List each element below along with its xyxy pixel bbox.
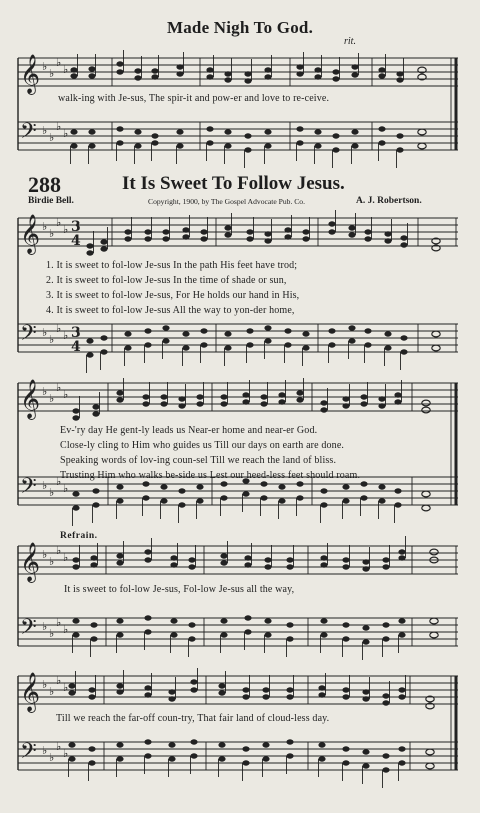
svg-text:♭: ♭	[49, 627, 55, 640]
svg-text:♭: ♭	[63, 223, 69, 236]
svg-text:♭: ♭	[49, 131, 55, 144]
bass-clef-icon: 𝄢	[20, 119, 37, 149]
svg-text:♭: ♭	[63, 63, 69, 76]
svg-text:♭: ♭	[63, 623, 69, 636]
svg-text:♭: ♭	[56, 56, 62, 69]
bass-clef-icon: 𝄢	[20, 321, 37, 351]
previous-hymn-lyric: walk-ing with Je-sus, The spir-it and pow-er and love to re-ceive.	[58, 93, 330, 104]
svg-text:♭: ♭	[42, 124, 48, 137]
svg-text:♭: ♭	[56, 120, 62, 133]
ritardando-marking: rit.	[344, 36, 356, 47]
verse-1-line-2: Ev-'ry day He gent-ly leads us Near-er home and near-er God.	[60, 425, 318, 436]
svg-text:♭: ♭	[56, 544, 62, 557]
bass-clef-icon: 𝄢	[20, 474, 37, 504]
svg-text:♭: ♭	[42, 60, 48, 73]
verse-3-line-2: Speaking words of lov-ing coun-sel Till we reach the land of bliss.	[60, 455, 337, 466]
svg-text:♭: ♭	[42, 385, 48, 398]
treble-clef-icon: 𝄞	[20, 54, 41, 94]
verse-4-line-1: 4. It is sweet to fol-low Je-sus All the way to yon-der home,	[46, 305, 295, 316]
time-signature-treble: 3	[71, 219, 81, 235]
refrain-line-1: It is sweet to fol-low Je-sus, Fol-low Je-sus all the way,	[64, 584, 295, 595]
svg-text:♭: ♭	[63, 482, 69, 495]
bass-clef-icon: 𝄢	[20, 615, 37, 645]
svg-text:♭: ♭	[49, 333, 55, 346]
verse-2-line-2: Close-ly cling to Him who guides us Till our days on earth are done.	[60, 440, 345, 451]
svg-text:♭: ♭	[49, 67, 55, 80]
svg-text:♭: ♭	[56, 475, 62, 488]
verse-2-line-1: 2. It is sweet to fol-low Je-sus In the time of shade or sun,	[46, 275, 287, 286]
svg-text:♭: ♭	[56, 740, 62, 753]
svg-text:♭: ♭	[49, 227, 55, 240]
hymn-number: 288	[28, 172, 61, 197]
svg-text:♭: ♭	[49, 685, 55, 698]
refrain-label: Refrain.	[60, 531, 98, 541]
svg-text:♭: ♭	[56, 674, 62, 687]
svg-text:♭: ♭	[49, 555, 55, 568]
hymn-title: It Is Sweet To Follow Jesus.	[122, 173, 345, 194]
svg-text:♭: ♭	[49, 751, 55, 764]
svg-text:♭: ♭	[42, 678, 48, 691]
svg-text:♭: ♭	[63, 551, 69, 564]
svg-text:♭: ♭	[63, 127, 69, 140]
treble-clef-icon: 𝄞	[20, 672, 41, 712]
svg-text:4: 4	[71, 233, 81, 249]
refrain-line-2: Till we reach the far-off coun-try, That fair land of cloud-less day.	[56, 713, 330, 724]
svg-text:♭: ♭	[63, 747, 69, 760]
system-previous-hymn	[0, 50, 480, 170]
svg-text:♭: ♭	[42, 326, 48, 339]
verse-1-line-1: 1. It is sweet to fol-low Je-sus In the path His feet have trod;	[46, 260, 298, 271]
verse-3-line-1: 3. It is sweet to fol-low Je-sus, For He holds our hand in His,	[46, 290, 300, 301]
treble-clef-icon: 𝄞	[20, 542, 41, 582]
svg-text:♭: ♭	[63, 388, 69, 401]
svg-text:♭: ♭	[42, 548, 48, 561]
system-4-refrain	[0, 668, 480, 808]
svg-text:♭: ♭	[56, 381, 62, 394]
svg-text:♭: ♭	[49, 486, 55, 499]
music-composer: A. J. Robertson.	[356, 196, 422, 206]
treble-clef-icon: 𝄞	[20, 379, 41, 419]
words-author: Birdie Bell.	[28, 196, 74, 206]
previous-hymn-title: Made Nigh To God.	[166, 18, 314, 37]
svg-text:♭: ♭	[42, 220, 48, 233]
svg-text:♭: ♭	[56, 616, 62, 629]
svg-text:♭: ♭	[63, 681, 69, 694]
svg-text:♭: ♭	[56, 322, 62, 335]
system-3-refrain	[0, 538, 480, 668]
time-signature-bass: 3	[71, 325, 81, 341]
bass-clef-icon: 𝄢	[20, 739, 37, 769]
svg-text:♭: ♭	[63, 329, 69, 342]
svg-text:4: 4	[71, 339, 81, 355]
svg-text:♭: ♭	[49, 392, 55, 405]
svg-text:♭: ♭	[42, 620, 48, 633]
treble-clef-icon: 𝄞	[20, 214, 41, 254]
copyright-notice: Copyright, 1900, by The Gospel Advocate Pub. Co.	[148, 197, 305, 206]
svg-text:♭: ♭	[42, 479, 48, 492]
verse-4-line-2: Trusting Him who walks be-side us Lest our heed-less feet should roam.	[60, 470, 361, 481]
svg-text:♭: ♭	[42, 744, 48, 757]
svg-text:♭: ♭	[56, 216, 62, 229]
